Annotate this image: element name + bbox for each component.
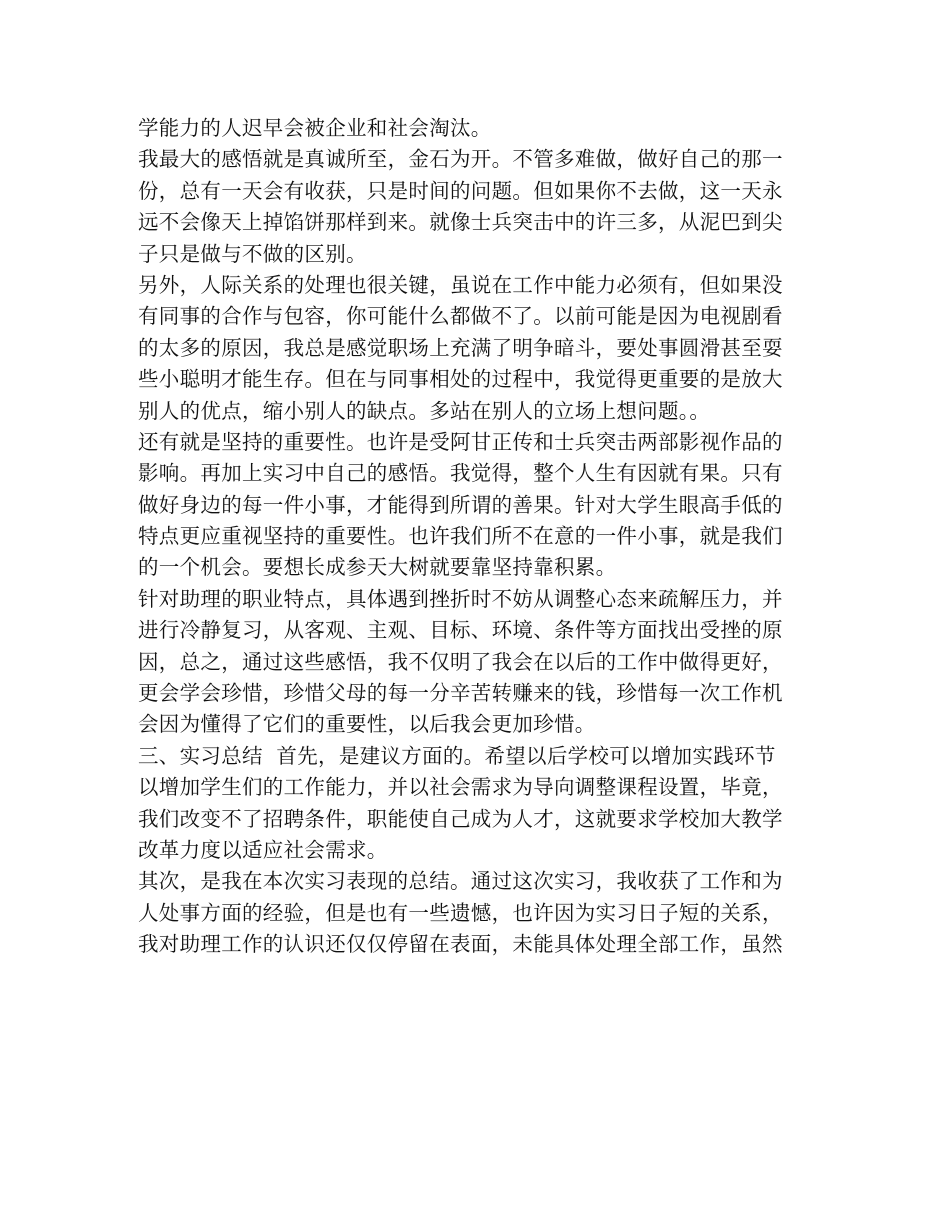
text-line: 改革力度以适应社会需求。 bbox=[138, 837, 388, 862]
text-line: 进行冷静复习，从客观、主观、目标、环境、条件等方面找出受挫的原 bbox=[138, 618, 783, 643]
text-line: 的太多的原因，我总是感觉职场上充满了明争暗斗，要处事圆滑甚至耍 bbox=[138, 335, 783, 360]
text-line: 人处事方面的经验，但是也有一些遗憾，也许因为实习日子短的关系， bbox=[138, 900, 783, 925]
text-line: 影响。再加上实习中自己的感悟。我觉得，整个人生有因就有果。只有 bbox=[138, 461, 783, 486]
text-line: 会因为懂得了它们的重要性，以后我会更加珍惜。 bbox=[138, 712, 596, 737]
text-line: 份，总有一天会有收获，只是时间的问题。但如果你不去做，这一天永 bbox=[138, 178, 783, 203]
text-line: 我对助理工作的认识还仅仅停留在表面，未能具体处理全部工作，虽然 bbox=[138, 932, 783, 957]
document-body bbox=[138, 113, 818, 961]
text-line: 三、实习总结 首先，是建议方面的。希望以后学校可以增加实践环节 bbox=[138, 743, 776, 768]
text-line: 我最大的感悟就是真诚所至，金石为开。不管多难做，做好自己的那一 bbox=[138, 147, 783, 172]
text-line: 针对助理的职业特点，具体遇到挫折时不妨从调整心态来疏解压力，并 bbox=[138, 586, 783, 611]
text-line: 的一个机会。要想长成参天大树就要靠坚持靠积累。 bbox=[138, 555, 617, 580]
text-line: 做好身边的每一件小事，才能得到所谓的善果。针对大学生眼高手低的 bbox=[138, 492, 783, 517]
text-line: 因，总之，通过这些感悟，我不仅明了我会在以后的工作中做得更好， bbox=[138, 649, 783, 674]
text-line: 些小聪明才能生存。但在与同事相处的过程中，我觉得更重要的是放大 bbox=[138, 367, 783, 392]
text-line: 以增加学生们的工作能力，并以社会需求为导向调整课程设置，毕竟， bbox=[138, 775, 783, 800]
text-line: 学能力的人迟早会被企业和社会淘汰。 bbox=[138, 116, 492, 140]
text-line: 特点更应重视坚持的重要性。也许我们所不在意的一件小事，就是我们 bbox=[138, 524, 783, 549]
text-line: 另外，人际关系的处理也很关键，虽说在工作中能力必须有，但如果没 bbox=[138, 272, 783, 297]
text-line: 有同事的合作与包容，你可能什么都做不了。以前可能是因为电视剧看 bbox=[138, 304, 783, 329]
text-line: 我们改变不了招聘条件，职能使自己成为人才，这就要求学校加大教学 bbox=[138, 806, 783, 831]
text-line: 更会学会珍惜，珍惜父母的每一分辛苦转赚来的钱，珍惜每一次工作机 bbox=[138, 681, 783, 706]
text-line: 子只是做与不做的区别。 bbox=[138, 241, 367, 266]
text-line: 还有就是坚持的重要性。也许是受阿甘正传和士兵突击两部影视作品的 bbox=[138, 429, 783, 454]
text-line: 别人的优点，缩小别人的缺点。多站在别人的立场上想问题。。 bbox=[138, 398, 711, 423]
text-line: 远不会像天上掉馅饼那样到来。就像士兵突击中的许三多，从泥巴到尖 bbox=[138, 210, 783, 235]
text-line: 其次，是我在本次实习表现的总结。通过这次实习，我收获了工作和为 bbox=[138, 869, 783, 894]
